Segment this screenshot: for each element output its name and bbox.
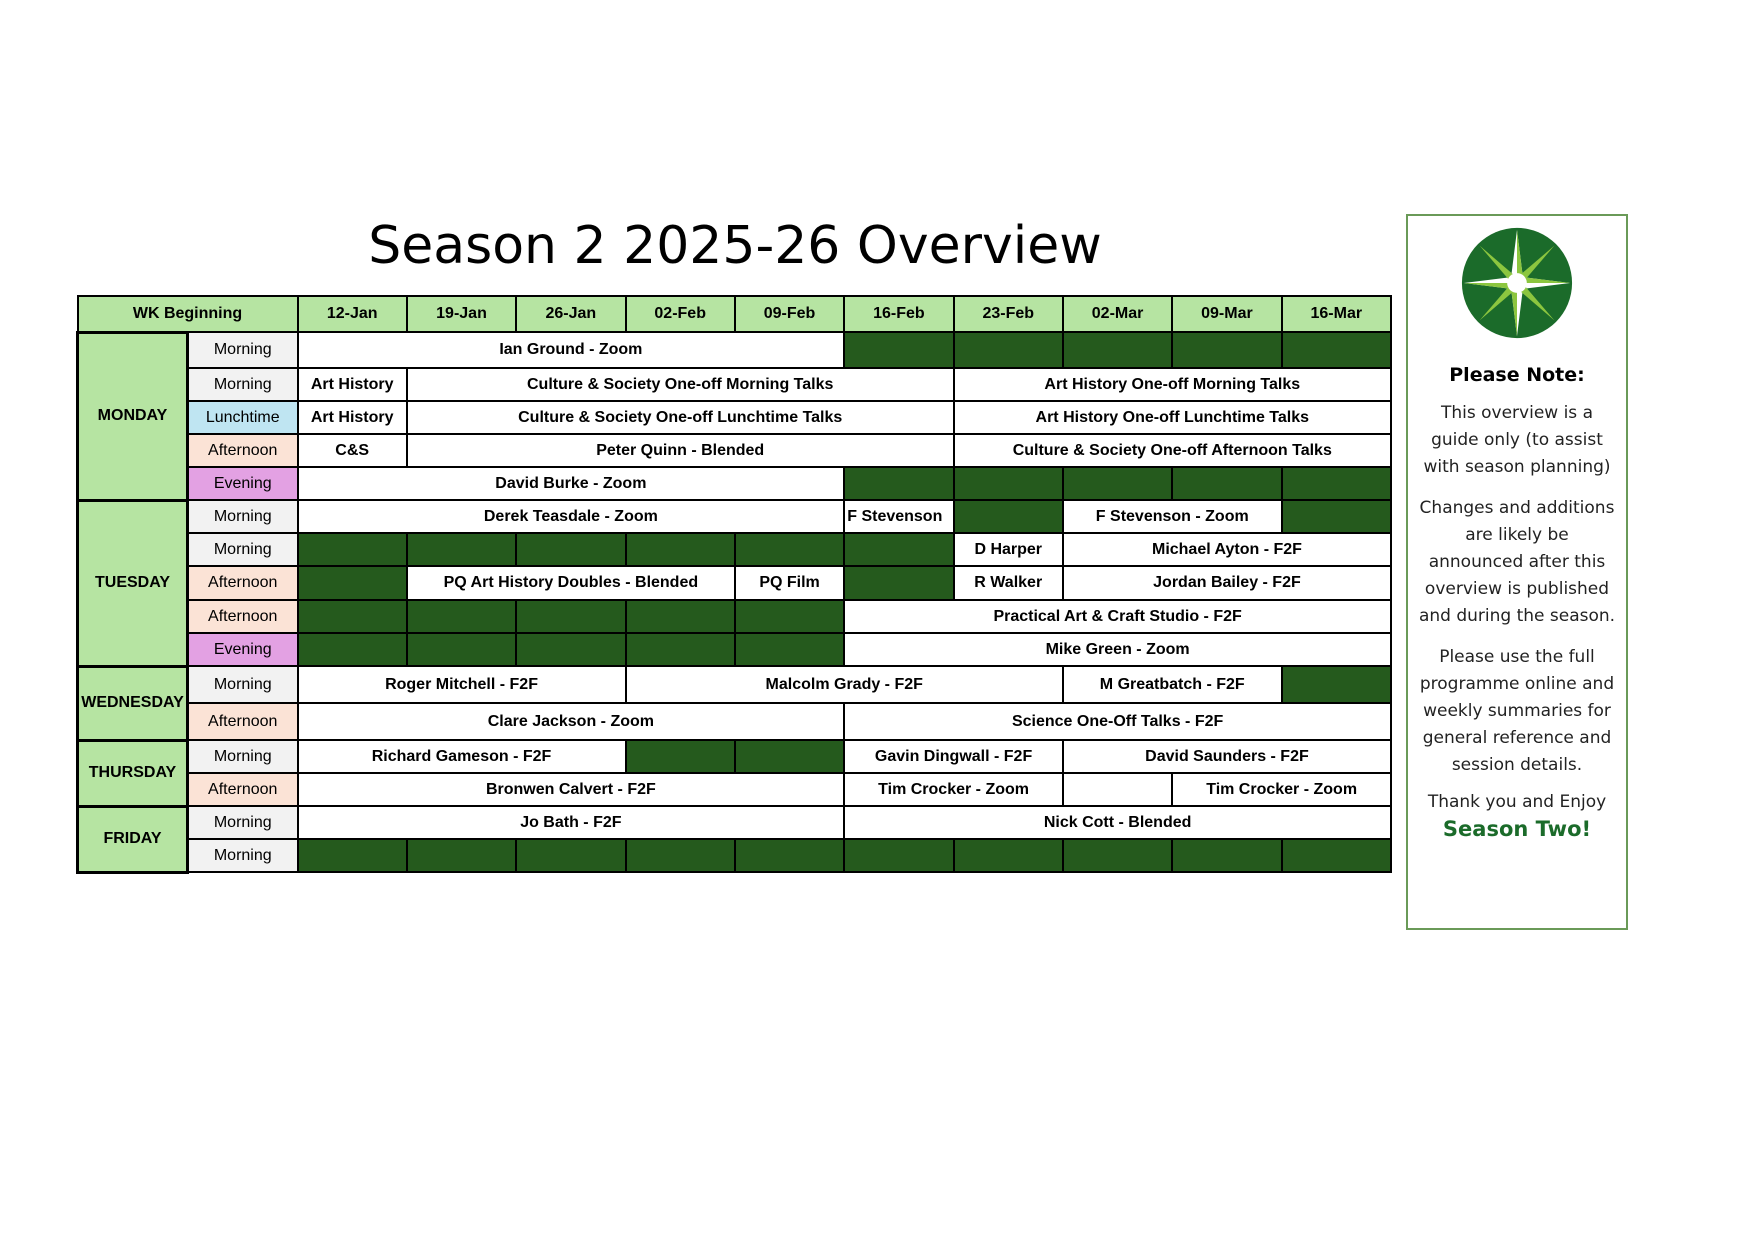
time-slot-label: Morning xyxy=(188,368,298,401)
time-slot-label: Evening xyxy=(188,633,298,666)
session-cell: Roger Mitchell - F2F xyxy=(298,666,626,703)
time-slot-label: Morning xyxy=(188,533,298,566)
schedule-row xyxy=(78,533,1392,566)
session-cell: M Greatbatch - F2F xyxy=(1063,666,1282,703)
unavailable-cell xyxy=(1282,839,1391,872)
compass-star-icon xyxy=(1458,224,1576,342)
session-cell: Clare Jackson - Zoom xyxy=(298,703,845,740)
session-cell: Nick Cott - Blended xyxy=(844,806,1391,839)
unavailable-cell xyxy=(954,467,1063,500)
session-cell: David Saunders - F2F xyxy=(1063,740,1391,773)
note-paragraph: Please use the full programme online and weekly summaries for general reference and session details. xyxy=(1419,647,1615,775)
schedule-row xyxy=(78,467,1392,500)
unavailable-cell xyxy=(626,600,735,633)
week-header: 12-Jan xyxy=(298,296,407,332)
day-label: THURSDAY xyxy=(78,740,188,806)
unavailable-cell xyxy=(735,600,844,633)
session-cell: Science One-Off Talks - F2F xyxy=(844,703,1391,740)
note-heading: Please Note: xyxy=(1449,364,1585,386)
unavailable-cell xyxy=(1282,332,1391,368)
unavailable-cell xyxy=(954,500,1063,533)
session-cell: D Harper xyxy=(954,533,1063,566)
schedule-row xyxy=(78,740,1392,773)
unavailable-cell xyxy=(626,633,735,666)
note-thanks xyxy=(1418,789,1616,843)
week-header: 23-Feb xyxy=(954,296,1063,332)
note-paragraph: Changes and additions are likely be announced after this overview is published and during the season. xyxy=(1418,498,1616,626)
week-header: 16-Feb xyxy=(844,296,953,332)
time-slot-label: Afternoon xyxy=(188,434,298,467)
schedule-row xyxy=(78,368,1392,401)
session-cell: Art History xyxy=(298,368,407,401)
unavailable-cell xyxy=(298,633,407,666)
day-label: FRIDAY xyxy=(78,806,188,872)
session-cell: Art History xyxy=(298,401,407,434)
schedule-row xyxy=(78,434,1392,467)
session-cell: Jo Bath - F2F xyxy=(298,806,845,839)
unavailable-cell xyxy=(844,533,953,566)
session-cell: Tim Crocker - Zoom xyxy=(1172,773,1391,806)
schedule-row xyxy=(78,806,1392,839)
unavailable-cell xyxy=(844,839,953,872)
unavailable-cell xyxy=(1063,467,1172,500)
session-cell: PQ Art History Doubles - Blended xyxy=(407,566,735,600)
note-thanks-text: Thank you and Enjoy xyxy=(1427,792,1607,812)
unavailable-cell xyxy=(407,600,516,633)
session-cell: Jordan Bailey - F2F xyxy=(1063,566,1391,600)
unavailable-cell xyxy=(298,533,407,566)
unavailable-cell xyxy=(1063,839,1172,872)
unavailable-cell xyxy=(1282,467,1391,500)
week-header: 09-Feb xyxy=(735,296,844,332)
session-cell: Art History One-off Morning Talks xyxy=(954,368,1391,401)
unavailable-cell xyxy=(407,533,516,566)
time-slot-label: Afternoon xyxy=(188,703,298,740)
session-cell: C&S xyxy=(298,434,407,467)
week-header: 26-Jan xyxy=(516,296,625,332)
week-header: 19-Jan xyxy=(407,296,516,332)
session-cell: Ian Ground - Zoom xyxy=(298,332,845,368)
session-cell: Tim Crocker - Zoom xyxy=(844,773,1063,806)
week-header: 09-Mar xyxy=(1172,296,1281,332)
unavailable-cell xyxy=(1282,500,1391,533)
unavailable-cell xyxy=(1172,332,1281,368)
session-cell: Culture & Society One-off Morning Talks xyxy=(407,368,954,401)
time-slot-label: Lunchtime xyxy=(188,401,298,434)
unavailable-cell xyxy=(516,633,625,666)
unavailable-cell xyxy=(735,839,844,872)
session-cell: Practical Art & Craft Studio - F2F xyxy=(844,600,1391,633)
schedule-row xyxy=(78,500,1392,533)
unavailable-cell xyxy=(626,839,735,872)
week-beginning-header: WK Beginning xyxy=(78,296,298,332)
unavailable-cell xyxy=(1063,332,1172,368)
session-cell: Art History One-off Lunchtime Talks xyxy=(954,401,1391,434)
schedule-row xyxy=(78,600,1392,633)
time-slot-label: Morning xyxy=(188,332,298,368)
time-slot-label: Morning xyxy=(188,500,298,533)
week-header: 02-Feb xyxy=(626,296,735,332)
time-slot-label: Morning xyxy=(188,806,298,839)
schedule-row xyxy=(78,566,1392,600)
unavailable-cell xyxy=(735,633,844,666)
page-title: Season 2 2025-26 Overview xyxy=(368,216,1102,276)
time-slot-label: Afternoon xyxy=(188,600,298,633)
unavailable-cell xyxy=(844,467,953,500)
session-cell: F Stevenson xyxy=(844,500,953,533)
time-slot-label: Morning xyxy=(188,666,298,703)
schedule-table xyxy=(76,295,1392,874)
session-cell: Malcolm Grady - F2F xyxy=(626,666,1063,703)
time-slot-label: Morning xyxy=(188,740,298,773)
session-cell: Bronwen Calvert - F2F xyxy=(298,773,845,806)
unavailable-cell xyxy=(516,533,625,566)
session-cell: Mike Green - Zoom xyxy=(844,633,1391,666)
schedule-row xyxy=(78,839,1392,872)
unavailable-cell xyxy=(735,533,844,566)
schedule-row xyxy=(78,633,1392,666)
time-slot-label: Evening xyxy=(188,467,298,500)
session-cell: Gavin Dingwall - F2F xyxy=(844,740,1063,773)
unavailable-cell xyxy=(1172,839,1281,872)
session-cell: Derek Teasdale - Zoom xyxy=(298,500,845,533)
unavailable-cell xyxy=(844,566,953,600)
unavailable-cell xyxy=(298,839,407,872)
unavailable-cell xyxy=(407,633,516,666)
schedule-row xyxy=(78,401,1392,434)
day-label: MONDAY xyxy=(78,332,188,500)
unavailable-cell xyxy=(954,839,1063,872)
session-cell: Richard Gameson - F2F xyxy=(298,740,626,773)
session-cell: R Walker xyxy=(954,566,1063,600)
unavailable-cell xyxy=(1282,666,1391,703)
note-panel xyxy=(1406,214,1628,930)
week-header: 16-Mar xyxy=(1282,296,1391,332)
session-cell: Peter Quinn - Blended xyxy=(407,434,954,467)
day-label: TUESDAY xyxy=(78,500,188,666)
unavailable-cell xyxy=(735,740,844,773)
unavailable-cell xyxy=(626,740,735,773)
schedule-row xyxy=(78,666,1392,703)
season-two-text: Season Two! xyxy=(1442,817,1592,841)
unavailable-cell xyxy=(516,600,625,633)
schedule-row xyxy=(78,703,1392,740)
time-slot-label: Afternoon xyxy=(188,773,298,806)
session-cell: PQ Film xyxy=(735,566,844,600)
schedule-row xyxy=(78,773,1392,806)
time-slot-label: Morning xyxy=(188,839,298,872)
day-label: WEDNESDAY xyxy=(78,666,188,740)
unavailable-cell xyxy=(954,332,1063,368)
unavailable-cell xyxy=(407,839,516,872)
unavailable-cell xyxy=(516,839,625,872)
unavailable-cell xyxy=(298,600,407,633)
week-header: 02-Mar xyxy=(1063,296,1172,332)
unavailable-cell xyxy=(298,566,407,600)
session-cell: Culture & Society One-off Afternoon Talks xyxy=(954,434,1391,467)
session-cell: Michael Ayton - F2F xyxy=(1063,533,1391,566)
unavailable-cell xyxy=(626,533,735,566)
time-slot-label: Afternoon xyxy=(188,566,298,600)
session-cell: F Stevenson - Zoom xyxy=(1063,500,1282,533)
note-paragraph: This overview is a guide only (to assist with season planning) xyxy=(1423,403,1611,477)
schedule-row xyxy=(78,332,1392,368)
unavailable-cell xyxy=(1172,467,1281,500)
session-cell xyxy=(1063,773,1172,806)
session-cell: David Burke - Zoom xyxy=(298,467,845,500)
unavailable-cell xyxy=(844,332,953,368)
session-cell: Culture & Society One-off Lunchtime Talks xyxy=(407,401,954,434)
